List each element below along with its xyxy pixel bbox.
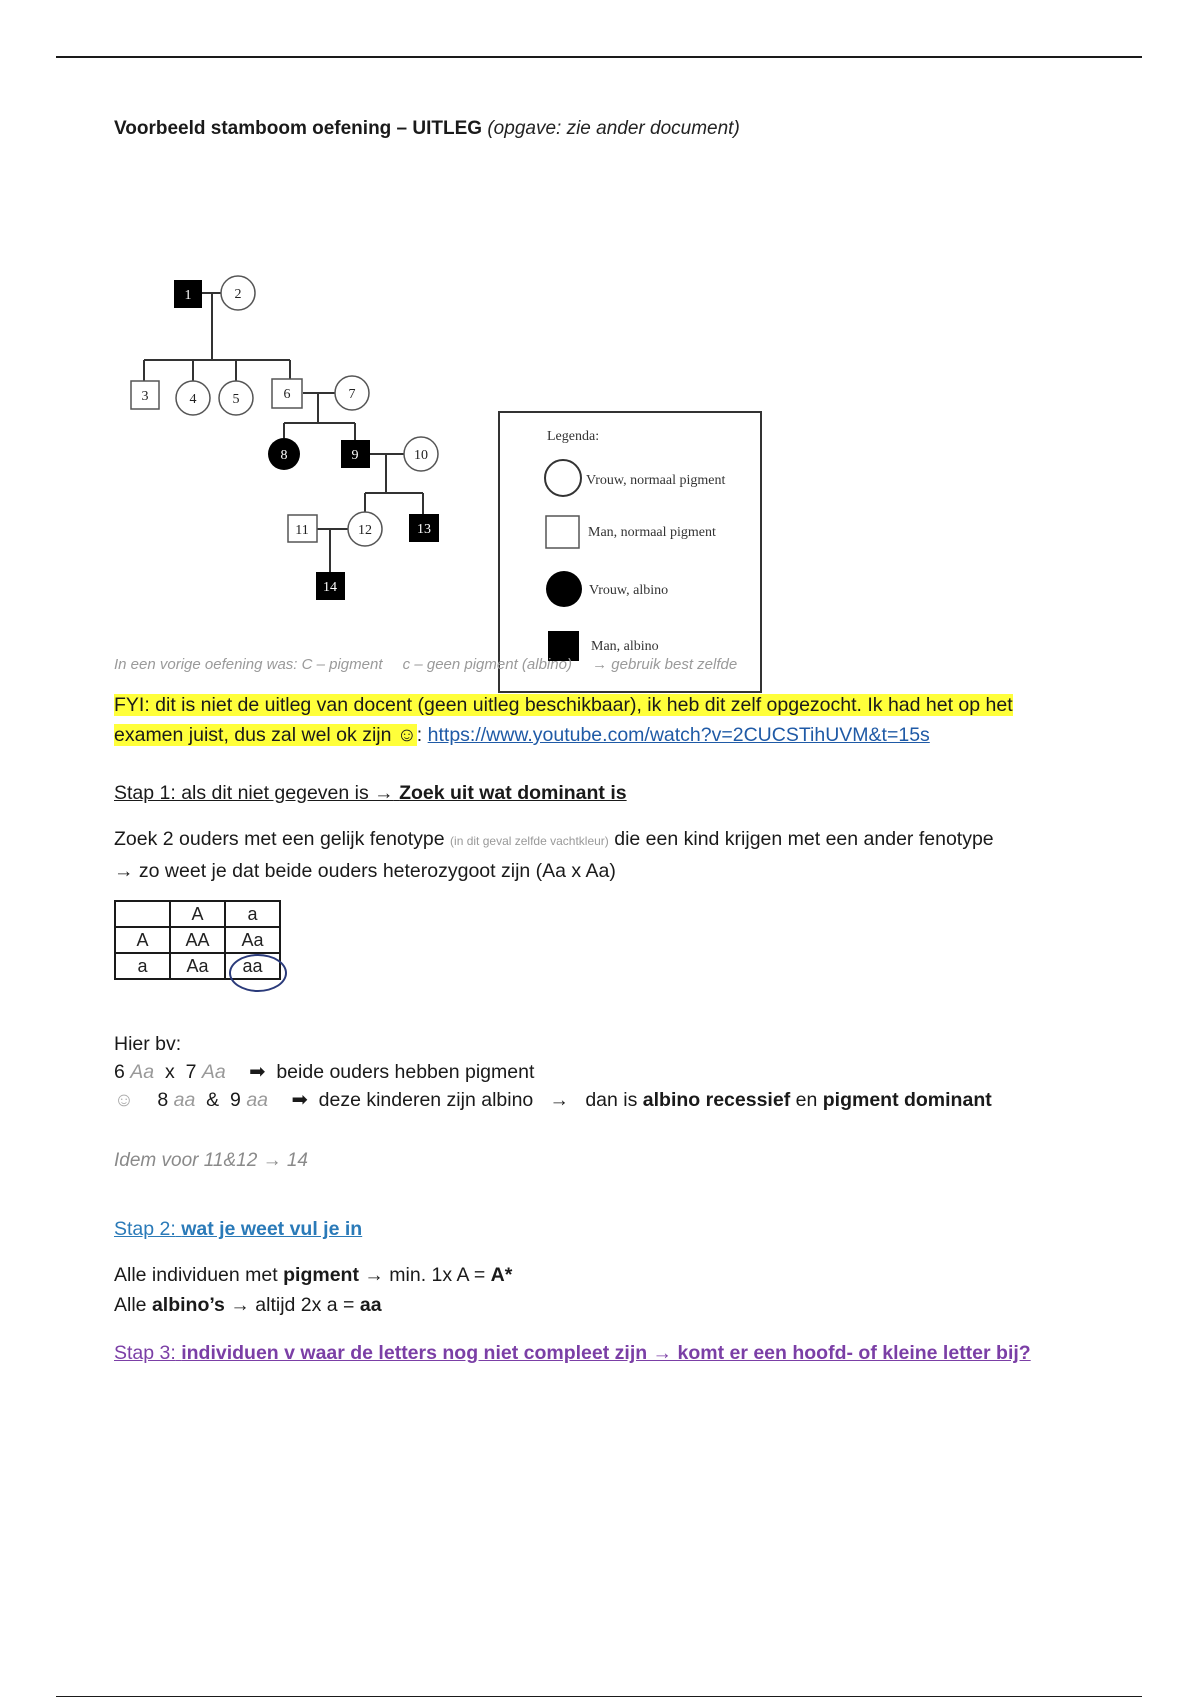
pedigree-individual-3 — [131, 381, 159, 409]
example-line-2: ☺ 8 aa & 9 aa ➡ deze kinderen zijn albino → dan is albino recessief en pigment dominant — [114, 1089, 992, 1111]
legend-title: Legenda: — [547, 429, 600, 444]
legend-male-albino: Man, albino — [591, 639, 659, 654]
punnett-row: a Aa aa — [115, 953, 280, 979]
svg-text:13: 13 — [417, 522, 431, 537]
rule-albino: Alle albino’s → altijd 2x a = aa — [114, 1294, 382, 1316]
pedigree-individual-13 — [409, 514, 439, 542]
fyi-note: FYI: dit is niet de uitleg van docent (geen uitleg beschikbaar), ik heb dit zelf opgezocht. Ik had het op het examen juist, dus zal wel ok zijn ☺: https://www.youtube.com/watch?v=2CUCSTihUVM&t=15s — [114, 694, 1013, 746]
pedigree-individual-12 — [348, 512, 382, 546]
punnett-row: A AA Aa — [115, 927, 280, 953]
example-line-1: 6 Aa x 7 Aa ➡ beide ouders hebben pigment — [114, 1061, 535, 1083]
pedigree-individual-6 — [272, 379, 302, 408]
example-label: Hier bv: — [114, 1033, 182, 1055]
idem-note: Idem voor 11&12 → 14 — [114, 1150, 308, 1171]
step-2-heading: Stap 2: wat je weet vul je in — [114, 1218, 363, 1240]
pedigree-individual-2 — [221, 276, 255, 310]
pedigree-individual-10 — [404, 437, 438, 471]
svg-text:10: 10 — [414, 448, 428, 463]
fyi-highlight: FYI: dit is niet de uitleg van docent (geen uitleg beschikbaar), ik heb dit zelf opgezocht. Ik had het op het examen juist, dus zal wel ok zijn ☺ — [114, 694, 1013, 746]
legend-female-normal: Vrouw, normaal pigment — [586, 473, 726, 488]
page-title — [114, 118, 740, 140]
pedigree-figure — [114, 162, 794, 654]
svg-text:2: 2 — [234, 287, 242, 302]
top-rule — [56, 56, 1142, 58]
svg-text:3: 3 — [141, 389, 149, 404]
step-1-heading: Stap 1: als dit niet gegeven is → Zoek uit wat dominant is — [114, 782, 627, 804]
svg-text:6: 6 — [283, 387, 291, 402]
pedigree-individual-1 — [174, 280, 202, 308]
svg-text:11: 11 — [295, 523, 309, 538]
step-2-rules — [114, 1260, 512, 1320]
intro-note: In een vorige oefening was: C – pigment c – geen pigment (albino) → gebruik best zelfde — [114, 656, 738, 673]
svg-text:1: 1 — [184, 288, 192, 303]
step-3-heading: Stap 3: individuen v waar de letters nog niet compleet zijn → komt er een hoofd- of kleine letter bij? — [114, 1342, 1031, 1364]
punnett-header-row: A a — [115, 901, 280, 927]
pedigree-individual-11 — [288, 515, 317, 542]
svg-text:4: 4 — [189, 392, 197, 407]
svg-text:7: 7 — [348, 387, 356, 402]
legend-male-normal: Man, normaal pigment — [588, 525, 716, 540]
rule-pigment: Alle individuen met pigment → min. 1x A = A* — [114, 1264, 513, 1286]
pedigree-individual-8 — [268, 438, 300, 470]
legend-box — [499, 412, 761, 692]
svg-text:12: 12 — [358, 523, 372, 538]
pedigree-individual-14 — [316, 572, 345, 600]
youtube-link[interactable]: https://www.youtube.com/watch?v=2CUCSTihUVM&t=15s — [427, 724, 930, 746]
pedigree-individual-4 — [176, 381, 210, 415]
svg-text:5: 5 — [232, 392, 240, 407]
aa-circle-annotation — [229, 954, 287, 992]
bottom-rule — [56, 1696, 1142, 1697]
pedigree-individual-9 — [341, 440, 370, 468]
svg-text:14: 14 — [323, 580, 337, 595]
example-block — [114, 1030, 1114, 1114]
smiley-icon: ☺ — [114, 1089, 134, 1111]
pedigree-individual-5 — [219, 381, 253, 415]
svg-text:8: 8 — [280, 448, 288, 463]
legend-female-albino: Vrouw, albino — [589, 583, 669, 598]
svg-text:9: 9 — [351, 448, 359, 463]
step-1-explanation: Zoek 2 ouders met een gelijk fenotype (in dit geval zelfde vachtkleur) die een kind krijgen met een ander fenotype → zo weet je dat beide ouders heterozygoot zijn (Aa x Aa) — [114, 828, 994, 882]
pedigree-individual-7 — [335, 376, 369, 410]
title-sub: (opgave: zie ander document) — [487, 118, 740, 139]
title-main: Voorbeeld stamboom oefening – UITLEG — [114, 118, 483, 139]
